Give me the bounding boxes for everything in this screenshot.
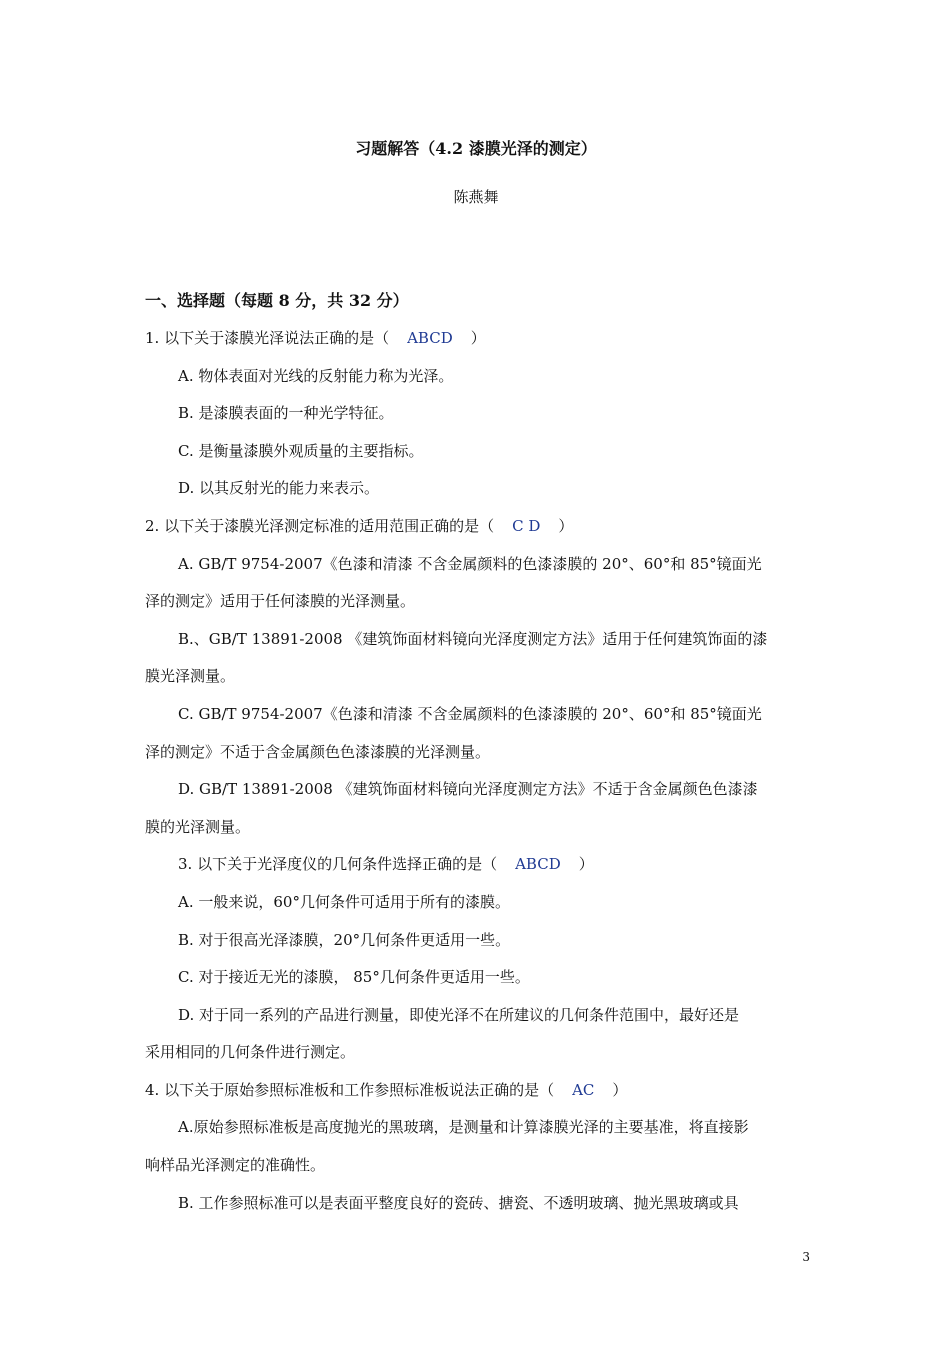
text-line	[145, 1147, 810, 1185]
line-text: 采用相同的几何条件进行测定。	[145, 1043, 356, 1062]
line-text: 4. 以下关于原始参照标准板和工作参照标准板说法正确的是（	[145, 1080, 555, 1099]
line-text: B. 是漆膜表面的一种光学特征。	[178, 404, 394, 423]
line-text: A. 一般来说，60°几何条件可适用于所有的漆膜。	[178, 892, 510, 911]
page-number: 3	[802, 1250, 810, 1264]
text-line	[145, 1109, 810, 1147]
line-text: A.原始参照标准板是高度抛光的黑玻璃，是测量和计算漆膜光泽的主要基准，将直接影	[178, 1118, 749, 1137]
line-suffix: ）	[578, 855, 594, 874]
text-line	[145, 846, 810, 884]
line-text: C. 是衡量漆膜外观质量的主要指标。	[178, 441, 424, 460]
line-text: 1. 以下关于漆膜光泽说法正确的是（	[145, 329, 390, 347]
line-suffix: ）	[612, 1080, 628, 1099]
answer-text: AC	[572, 1080, 595, 1099]
line-text: D. 对于同一系列的产品进行测量，即使光泽不在所建议的几何条件范围中，最好还是	[178, 1005, 740, 1024]
text-line	[145, 922, 810, 960]
line-text: 泽的测定》适用于任何漆膜的光泽测量。	[145, 592, 416, 611]
answer-text: C D	[512, 516, 541, 535]
doc-author: 陈燕舞	[453, 188, 499, 206]
text-line	[145, 583, 810, 621]
line-text: 泽的测定》不适于含金属颜色色漆漆膜的光泽测量。	[145, 742, 491, 761]
line-text: 响样品光泽测定的准确性。	[145, 1156, 326, 1175]
text-line	[145, 1034, 810, 1072]
line-text: A. 物体表面对光线的反射能力称为光泽。	[178, 366, 454, 385]
line-text: D. 以其反射光的能力来表示。	[178, 479, 380, 498]
question-body	[145, 320, 810, 1222]
text-line	[145, 734, 810, 772]
answer-text: ABCD	[515, 855, 561, 874]
text-line	[145, 621, 810, 659]
line-text: D. GB/T 13891-2008 《建筑饰面材料镜向光泽度测定方法》不适于含金属颜色色漆漆	[178, 780, 758, 799]
line-text: C. GB/T 9754-2007《色漆和清漆 不含金属颜料的色漆漆膜的 20°、60°和 85°镜面光	[178, 704, 762, 723]
line-text: 2. 以下关于漆膜光泽测定标准的适用范围正确的是（	[145, 516, 495, 535]
text-line	[145, 1185, 810, 1223]
doc-title: 习题解答（4.2 漆膜光泽的测定）	[355, 139, 597, 158]
line-text: C. 对于接近无光的漆膜， 85°几何条件更适用一些。	[178, 968, 530, 987]
line-text: B. 对于很高光泽漆膜，20°几何条件更适用一些。	[178, 930, 511, 949]
answer-text: ABCD	[407, 329, 453, 347]
text-line	[145, 658, 810, 696]
line-text: 膜的光泽测量。	[145, 817, 251, 836]
text-line	[145, 470, 810, 508]
line-text: 膜光泽测量。	[145, 667, 236, 686]
text-line	[145, 546, 810, 584]
text-line	[145, 809, 810, 847]
text-line	[145, 320, 810, 358]
text-line	[145, 771, 810, 809]
line-text: B. 工作参照标准可以是表面平整度良好的瓷砖、搪瓷、不透明玻璃、抛光黑玻璃或具	[178, 1193, 739, 1212]
text-line	[145, 997, 810, 1035]
text-line	[145, 1072, 810, 1110]
line-text: A. GB/T 9754-2007《色漆和清漆 不含金属颜料的色漆漆膜的 20°、60°和 85°镜面光	[178, 554, 762, 573]
text-line	[145, 884, 810, 922]
text-line	[145, 358, 810, 396]
line-text: 3. 以下关于光泽度仪的几何条件选择正确的是（	[178, 855, 498, 874]
text-line	[145, 696, 810, 734]
line-suffix: ）	[558, 516, 574, 535]
line-text: B.、GB/T 13891-2008 《建筑饰面材料镜向光泽度测定方法》适用于任何建筑饰面的漆	[178, 629, 768, 648]
text-line	[145, 395, 810, 433]
text-line	[145, 508, 810, 546]
line-suffix: ）	[470, 329, 486, 347]
text-line	[145, 959, 810, 997]
text-line	[145, 433, 810, 471]
section-heading: 一、选择题（每题 8 分，共 32 分）	[145, 291, 409, 310]
